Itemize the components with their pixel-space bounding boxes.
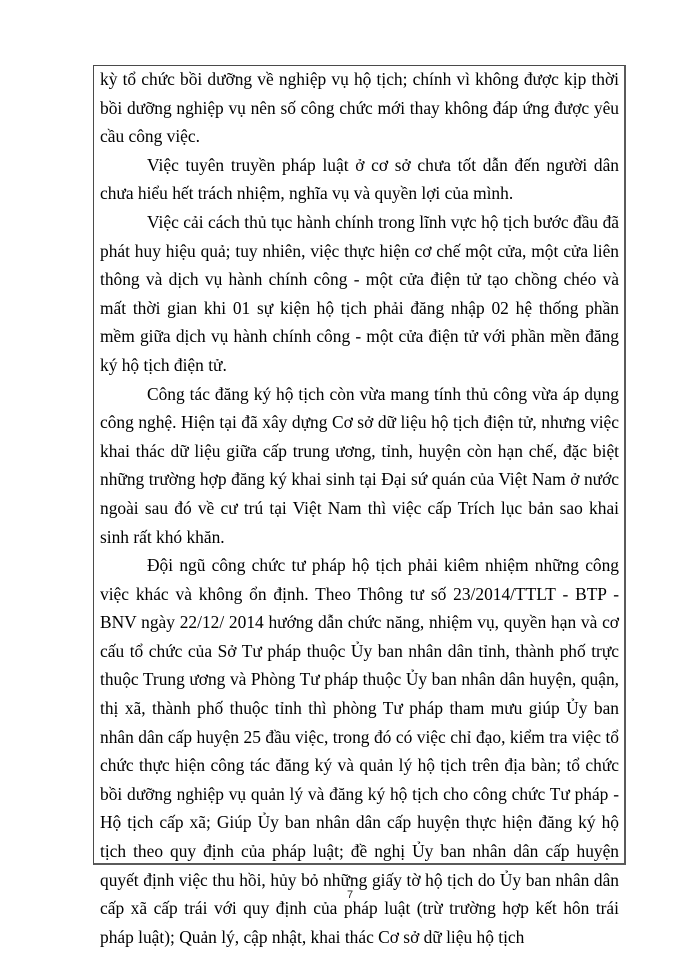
paragraph-1: kỳ tổ chức bồi dưỡng về nghiệp vụ hộ tịch; chính vì không được kịp thời bồi dưỡng nghiệp vụ nên số công chức mới thay không đáp ứng được yêu cầu công việc. <box>100 69 619 147</box>
body-text <box>100 65 619 951</box>
page-number: 7 <box>346 889 354 901</box>
paragraph-2: Việc tuyên truyền pháp luật ở cơ sở chưa tốt dẫn đến người dân chưa hiểu hết trách nhiệm, nghĩa vụ và quyền lợi của mình. <box>100 154 619 204</box>
paragraph-5: Đội ngũ công chức tư pháp hộ tịch phải kiêm nhiệm những công việc khác và không ổn định. Theo Thông tư số 23/2014/TTLT - BTP - BNV ngày 22/12/ 2014 hướng dẫn chức năng, nhiệm vụ, quyền hạn và cơ cấu tổ chức của Sở Tư pháp thuộc Ủy ban nhân dân tỉnh, thành phố trực thuộc Trung ương và Phòng Tư pháp thuộc Ủy ban nhân dân huyện, quận, thị xã, thành phố thuộc tỉnh thì phòng Tư pháp tham mưu giúp Ủy ban nhân dân cấp huyện 25 đầu việc, trong đó có việc chỉ đạo, kiểm tra việc tổ chức thực hiện công tác đăng ký và quản lý hộ tịch trên địa bàn; tổ chức bồi dưỡng nghiệp vụ quản lý và đăng ký hộ tịch cho công chức Tư pháp - Hộ tịch cấp xã; Giúp Ủy ban nhân dân cấp huyện thực hiện đăng ký hộ tịch theo quy định của pháp luật; đề nghị Ủy ban nhân dân cấp huyện quyết định việc thu hồi, hủy bỏ những giấy tờ hộ tịch do Ủy ban nhân dân cấp xã cấp trái với quy định của pháp luật (trừ trường hợp kết hôn trái pháp luật); Quản lý, cập nhật, khai thác Cơ sở dữ liệu hộ tịch <box>100 555 619 947</box>
paragraph-4: Công tác đăng ký hộ tịch còn vừa mang tính thủ công vừa áp dụng công nghệ. Hiện tại đã xây dựng Cơ sở dữ liệu hộ tịch điện tử, nhưng việc khai thác dữ liệu giữa cấp trung ương, tỉnh, huyện còn hạn chế, đặc biệt những trường hợp đăng ký khai sinh tại Đại sứ quán của Việt Nam ở nước ngoài sau đó về cư trú tại Việt Nam thì việc cấp Trích lục bản sao khai sinh rất khó khăn. <box>100 383 619 547</box>
text-frame <box>93 65 626 947</box>
paragraph-3: Việc cải cách thủ tục hành chính trong lĩnh vực hộ tịch bước đầu đã phát huy hiệu quả; tuy nhiên, việc thực hiện cơ chế một cửa, một cửa liên thông và dịch vụ hành chính công - một cửa điện tử tạo chồng chéo và mất thời gian khi 01 sự kiện hộ tịch phải đăng nhập 02 hệ thống phần mềm giữa dịch vụ hành chính công - một cửa điện tử với phần mền đăng ký hộ tịch điện tử. <box>100 211 619 375</box>
